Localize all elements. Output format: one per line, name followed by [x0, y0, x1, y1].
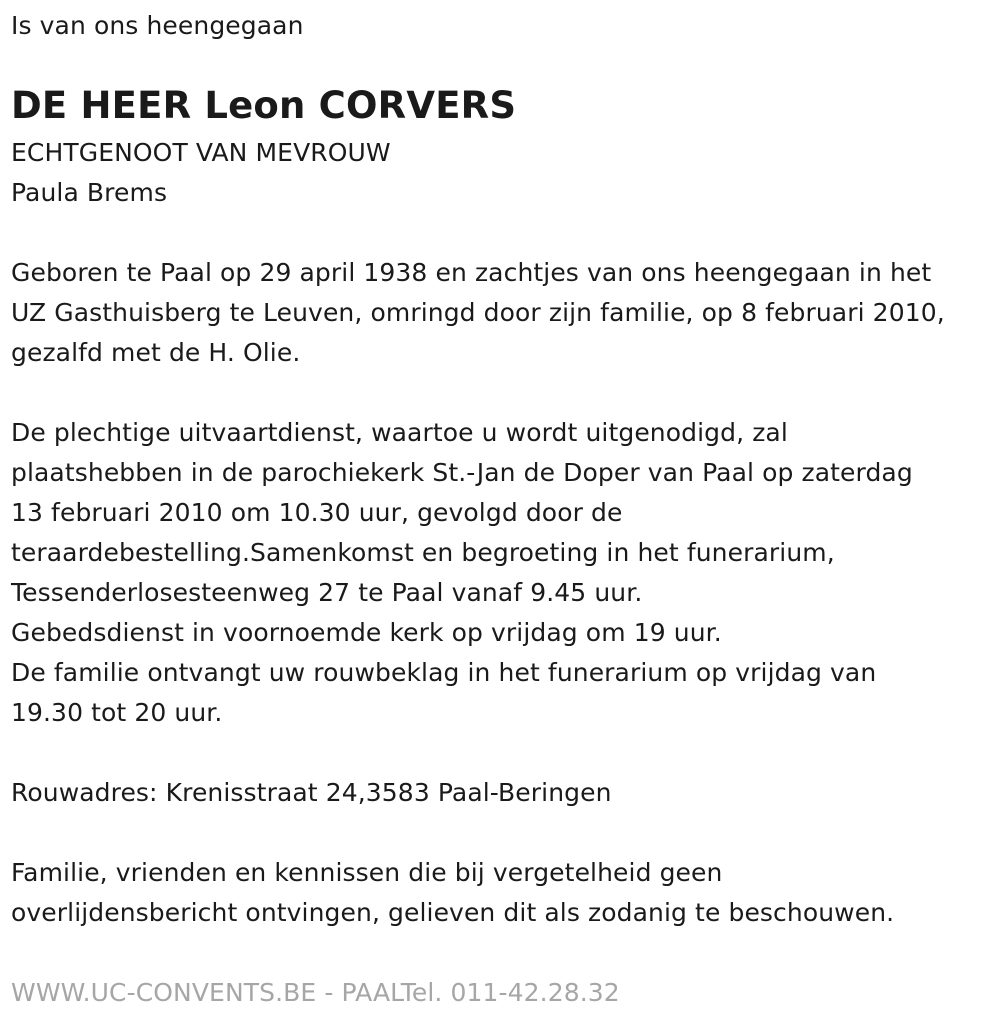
paragraph-line: Tessenderlosesteenweg 27 te Paal vanaf 9.45 uur. [11, 578, 643, 607]
paragraph-line: Gebedsdienst in voornoemde kerk op vrijdag om 19 uur. [11, 618, 722, 647]
paragraph-line: De plechtige uitvaartdienst, waartoe u wordt uitgenodigd, zal [11, 418, 788, 447]
spouse-block [11, 133, 391, 213]
service-paragraph [11, 413, 913, 733]
paragraph-line: gezalfd met de H. Olie. [11, 338, 301, 367]
paragraph-line: overlijdensbericht ontvingen, gelieven dit als zodanig te beschouwen. [11, 898, 895, 927]
paragraph-line: Familie, vrienden en kennissen die bij vergetelheid geen [11, 858, 723, 887]
address-line: Rouwadres: Krenisstraat 24,3583 Paal-Beringen [11, 778, 612, 807]
mourning-address [11, 773, 612, 813]
paragraph-line: plaatshebben in de parochiekerk St.-Jan de Doper van Paal op zaterdag [11, 458, 913, 487]
spouse-line: Paula Brems [11, 178, 168, 207]
deceased-name: DE HEER Leon CORVERS [11, 84, 517, 127]
footer-contact: WWW.UC-CONVENTS.BE - PAALTel. 011-42.28.32 [11, 978, 620, 1007]
paragraph-line: Geboren te Paal op 29 april 1938 en zachtjes van ons heengegaan in het [11, 258, 932, 287]
intro-text: Is van ons heengegaan [11, 11, 304, 40]
paragraph-line: De familie ontvangt uw rouwbeklag in het funerarium op vrijdag van [11, 658, 877, 687]
birth-paragraph [11, 253, 945, 373]
paragraph-line: 19.30 tot 20 uur. [11, 698, 223, 727]
paragraph-line: 13 februari 2010 om 10.30 uur, gevolgd door de [11, 498, 623, 527]
paragraph-line: teraardebestelling.Samenkomst en begroeting in het funerarium, [11, 538, 835, 567]
closing-paragraph [11, 853, 894, 933]
spouse-line: ECHTGENOOT VAN MEVROUW [11, 138, 391, 167]
paragraph-line: UZ Gasthuisberg te Leuven, omringd door zijn familie, op 8 februari 2010, [11, 298, 945, 327]
